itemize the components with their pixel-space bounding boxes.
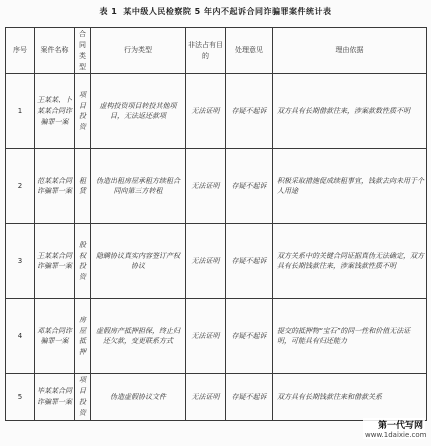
table-row: [6, 224, 427, 299]
cell-seq: 3: [6, 224, 35, 299]
cell-behavior: 虚假房产抵押担保，终止归还欠款，变更联系方式: [91, 299, 186, 374]
cell-basis: 积极采取措施促成续租事宜，钱款去向未用于个人用途: [273, 149, 427, 224]
cell-seq: 5: [6, 374, 35, 420]
header-intent: 非法占有目的: [186, 28, 226, 74]
header-seq: 序号: [6, 28, 35, 74]
cell-behavior: 伪造出租房屋承租方续租合同向第三方转租: [91, 149, 186, 224]
cell-intent: 无法证明: [186, 224, 226, 299]
cell-behavior: 虚构投资项目转投其他项目，无法返还款项: [91, 74, 186, 149]
cell-intent: 无法证明: [186, 74, 226, 149]
cell-opinion: 存疑不起诉: [226, 224, 273, 299]
table-row: [6, 299, 427, 374]
header-opinion: 处理意见: [226, 28, 273, 74]
watermark-site-name: 第一代写网: [363, 418, 425, 431]
cell-contract-type: 租赁: [75, 149, 91, 224]
table-row: [6, 74, 427, 149]
cell-opinion: 存疑不起诉: [226, 374, 273, 420]
cell-contract-type: 项目投资: [75, 374, 91, 420]
cell-intent: 无法证明: [186, 149, 226, 224]
cell-basis: 双方具有长期借款往来，涉案款数性质不明: [273, 74, 427, 149]
table-caption: [0, 6, 431, 17]
header-behavior: 行为类型: [91, 28, 186, 74]
table-caption-title: 某中级人民检察院 5 年内不起诉合同诈骗罪案件统计表: [123, 7, 332, 16]
cell-seq: 1: [6, 74, 35, 149]
cell-opinion: 存疑不起诉: [226, 74, 273, 149]
cell-basis: 双方关系中的关键合同证据真伪无法确定，双方具有长期钱款往来，涉案钱款性质不明: [273, 224, 427, 299]
header-basis: 理由依据: [273, 28, 427, 74]
case-statistics-table: [5, 27, 427, 421]
table-caption-number: 表 1: [99, 7, 118, 16]
cell-intent: 无法证明: [186, 299, 226, 374]
watermark-site-url: www.1daixie.com: [365, 431, 427, 439]
cell-contract-type: 项目投资: [75, 74, 91, 149]
cell-case-name: 邓某合同诈骗罪一案: [35, 299, 75, 374]
cell-contract-type: 房屋抵押: [75, 299, 91, 374]
cell-case-name: 范某某合同诈骗罪一案: [35, 149, 75, 224]
cell-case-name: 毕某某合同诈骗罪一案: [35, 374, 75, 420]
cell-behavior: 隐瞒协议真实内容签订产权协议: [91, 224, 186, 299]
cell-basis: 双方具有长期钱款往来和借款关系: [273, 374, 427, 420]
header-case-name: 案件名称: [35, 28, 75, 74]
cell-case-name: 王某某、卜某某合同诈骗罪一案: [35, 74, 75, 149]
site-watermark: [363, 418, 425, 442]
cell-opinion: 存疑不起诉: [226, 149, 273, 224]
cell-contract-type: 股权投资: [75, 224, 91, 299]
cell-basis: 提交的抵押物“宝石”的同一性和价值无法证明，可能具有归还能力: [273, 299, 427, 374]
table-header-row: [6, 28, 427, 74]
cell-seq: 2: [6, 149, 35, 224]
header-contract-type: 合同类型: [75, 28, 91, 74]
cell-intent: 无法证明: [186, 374, 226, 420]
cell-case-name: 王某某合同诈骗罪一案: [35, 224, 75, 299]
cell-seq: 4: [6, 299, 35, 374]
cell-behavior: 伪造虚假协议文件: [91, 374, 186, 420]
table-row: [6, 374, 427, 420]
cell-opinion: 存疑不起诉: [226, 299, 273, 374]
table-row: [6, 149, 427, 224]
